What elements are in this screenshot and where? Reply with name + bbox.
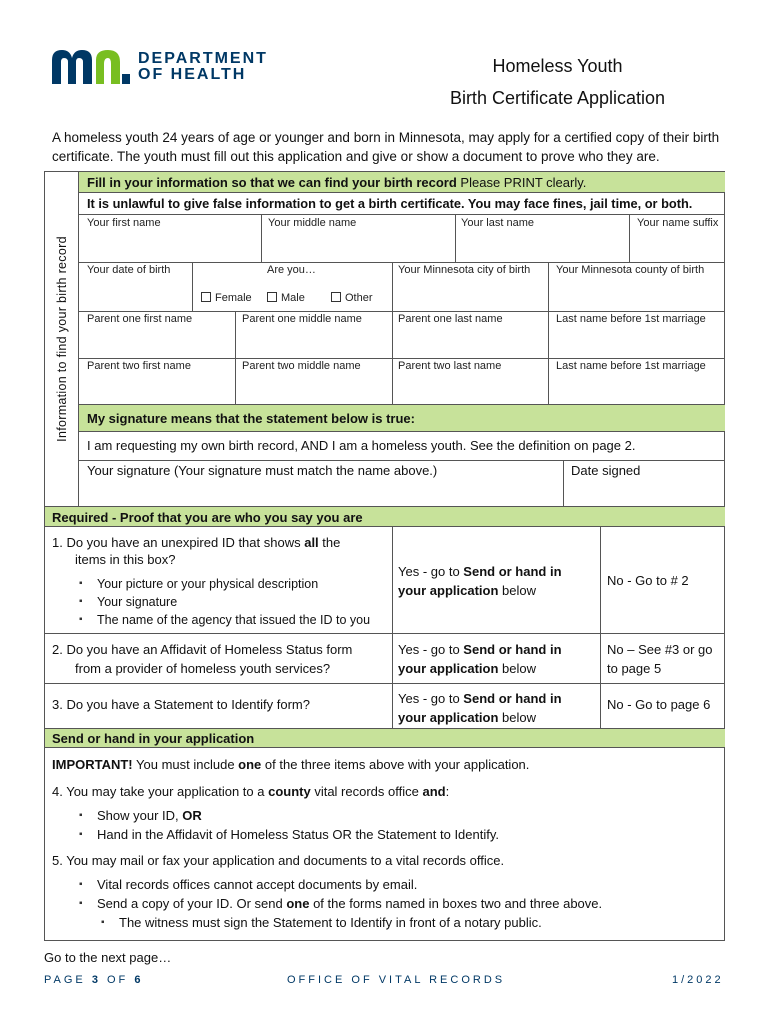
county-label: Your Minnesota county of birth bbox=[556, 264, 705, 276]
item-5-list bbox=[75, 875, 602, 913]
parent1-last-field[interactable] bbox=[393, 312, 548, 358]
id-requirements-list bbox=[75, 575, 370, 629]
item-5-subsub: ▪ The witness must sign the Statement to Identify in front of a notary public. bbox=[97, 913, 542, 932]
send-heading bbox=[45, 728, 725, 748]
id-requirement-item: ▪ Your picture or your physical description bbox=[75, 575, 370, 593]
signature-heading-text: My signature means that the statement below is true: bbox=[87, 411, 415, 426]
dob-field[interactable] bbox=[79, 263, 192, 311]
county-field[interactable] bbox=[549, 263, 725, 311]
parent2-middle-field[interactable] bbox=[236, 359, 392, 404]
male-checkbox[interactable] bbox=[267, 292, 277, 302]
parent1-middle-field[interactable] bbox=[236, 312, 392, 358]
parent1-before-marriage-field[interactable] bbox=[549, 312, 725, 358]
logo-line-1: DEPARTMENT bbox=[138, 50, 268, 67]
intro-paragraph: A homeless youth 24 years of age or younger and born in Minnesota, may apply for a certified copy of their birth certificate. The youth must fill out this application and give or show a document to prove who they are. bbox=[52, 130, 720, 164]
suffix-label: Your name suffix bbox=[637, 217, 719, 229]
item-5-sub: ▪ Vital records offices cannot accept documents by email. bbox=[75, 875, 602, 894]
parent1-last-label: Parent one last name bbox=[398, 313, 503, 325]
city-field[interactable] bbox=[393, 263, 548, 311]
next-page-note: Go to the next page… bbox=[44, 950, 172, 965]
parent2-first-field[interactable] bbox=[79, 359, 235, 404]
application-form bbox=[44, 171, 725, 941]
item-5-sub: ▪ Send a copy of your ID. Or send one of the forms named in boxes two and three above. bbox=[75, 894, 602, 913]
parent1-first-field[interactable] bbox=[79, 312, 235, 358]
logo-line-2: OF HEALTH bbox=[138, 66, 247, 83]
parent2-last-label: Parent two last name bbox=[398, 360, 502, 372]
female-checkbox[interactable] bbox=[201, 292, 211, 302]
parent2-first-label: Parent two first name bbox=[87, 360, 191, 372]
are-you-label: Are you… bbox=[267, 264, 316, 276]
form-date: 1/2022 bbox=[672, 974, 724, 986]
question-1-line2: items in this box? bbox=[75, 552, 176, 567]
find-record-heading-bold: Fill in your information so that we can find your birth record Please PRINT clearly. bbox=[87, 175, 587, 190]
item-4-sub: ▪ Show your ID, OR bbox=[75, 806, 499, 825]
proof-heading-text: Required - Proof that you are who you say you are bbox=[52, 510, 363, 525]
question-3: 3. Do you have a Statement to Identify form? bbox=[52, 697, 310, 712]
q2-no: No – See #3 or go to page 5 bbox=[607, 642, 713, 676]
question-1: 1. Do you have an unexpired ID that shows all the bbox=[52, 535, 341, 550]
mn-logo-icon bbox=[52, 50, 130, 84]
female-option[interactable]: Female bbox=[201, 292, 252, 304]
form-title: Homeless Youth bbox=[492, 56, 623, 76]
item-4-list bbox=[75, 806, 499, 844]
office-name: OFFICE OF VITAL RECORDS bbox=[287, 974, 506, 986]
q3-no: No - Go to page 6 bbox=[607, 697, 711, 712]
item-5: 5. You may mail or fax your application and documents to a vital records office. bbox=[52, 853, 505, 868]
last-name-label: Your last name bbox=[461, 217, 534, 229]
q1-no: No - Go to # 2 bbox=[607, 573, 689, 588]
signature-label: Your signature (Your signature must match the name above.) bbox=[87, 463, 438, 478]
parent1-first-label: Parent one first name bbox=[87, 313, 193, 325]
id-requirement-item: ▪ Your signature bbox=[75, 593, 370, 611]
side-label-column bbox=[45, 172, 79, 506]
find-record-heading bbox=[79, 172, 725, 193]
item-4-sub: ▪ Hand in the Affidavit of Homeless Status OR the Statement to Identify. bbox=[75, 825, 499, 844]
parent2-last-field[interactable] bbox=[393, 359, 548, 404]
parent2-before-marriage-field[interactable] bbox=[549, 359, 725, 404]
signature-field[interactable] bbox=[79, 461, 563, 506]
date-signed-field[interactable] bbox=[564, 461, 725, 506]
suffix-field[interactable] bbox=[630, 215, 725, 262]
first-name-label: Your first name bbox=[87, 217, 161, 229]
side-label: Information to find your birth record bbox=[55, 236, 69, 442]
question-2: 2. Do you have an Affidavit of Homeless Status form from a provider of homeless youth services? bbox=[52, 642, 353, 676]
item-4: 4. You may take your application to a county vital records office and: bbox=[52, 784, 450, 799]
important-note: IMPORTANT! You must include one of the three items above with your application. bbox=[52, 757, 530, 772]
city-label: Your Minnesota city of birth bbox=[398, 264, 531, 276]
proof-heading bbox=[45, 506, 725, 527]
homeless-statement: I am requesting my own birth record, AND I am a homeless youth. See the definition on page 2. bbox=[87, 438, 636, 453]
logo-text bbox=[138, 51, 268, 83]
page-number: PAGE 3 OF 6 bbox=[44, 974, 144, 986]
date-signed-label: Date signed bbox=[571, 463, 641, 478]
other-checkbox[interactable] bbox=[331, 292, 341, 302]
first-name-field[interactable] bbox=[79, 215, 261, 262]
parent2-before-marriage-label: Last name before 1st marriage bbox=[556, 360, 706, 372]
q2-yes: Yes - go to Send or hand in your application below bbox=[398, 642, 562, 676]
male-option[interactable]: Male bbox=[267, 292, 305, 304]
id-requirement-item: ▪ The name of the agency that issued the ID to you bbox=[75, 611, 370, 629]
send-heading-text: Send or hand in your application bbox=[52, 731, 255, 746]
middle-name-label: Your middle name bbox=[268, 217, 357, 229]
other-option[interactable]: Other bbox=[331, 292, 373, 304]
signature-heading bbox=[79, 404, 725, 432]
false-info-warning: It is unlawful to give false information to get a birth certificate. You may face fines, jail time, or both. bbox=[87, 196, 693, 211]
parent1-middle-label: Parent one middle name bbox=[242, 313, 362, 325]
parent2-middle-label: Parent two middle name bbox=[242, 360, 361, 372]
middle-name-field[interactable] bbox=[262, 215, 455, 262]
mdh-logo bbox=[52, 50, 268, 84]
dob-label: Your date of birth bbox=[87, 264, 171, 276]
parent1-before-marriage-label: Last name before 1st marriage bbox=[556, 313, 706, 325]
last-name-field[interactable] bbox=[456, 215, 629, 262]
item-5-sublist bbox=[97, 913, 542, 932]
form-subtitle: Birth Certificate Application bbox=[449, 88, 666, 108]
q1-yes: Yes - go to Send or hand in your application below bbox=[398, 564, 562, 598]
q3-yes: Yes - go to Send or hand in your application below bbox=[398, 691, 562, 725]
